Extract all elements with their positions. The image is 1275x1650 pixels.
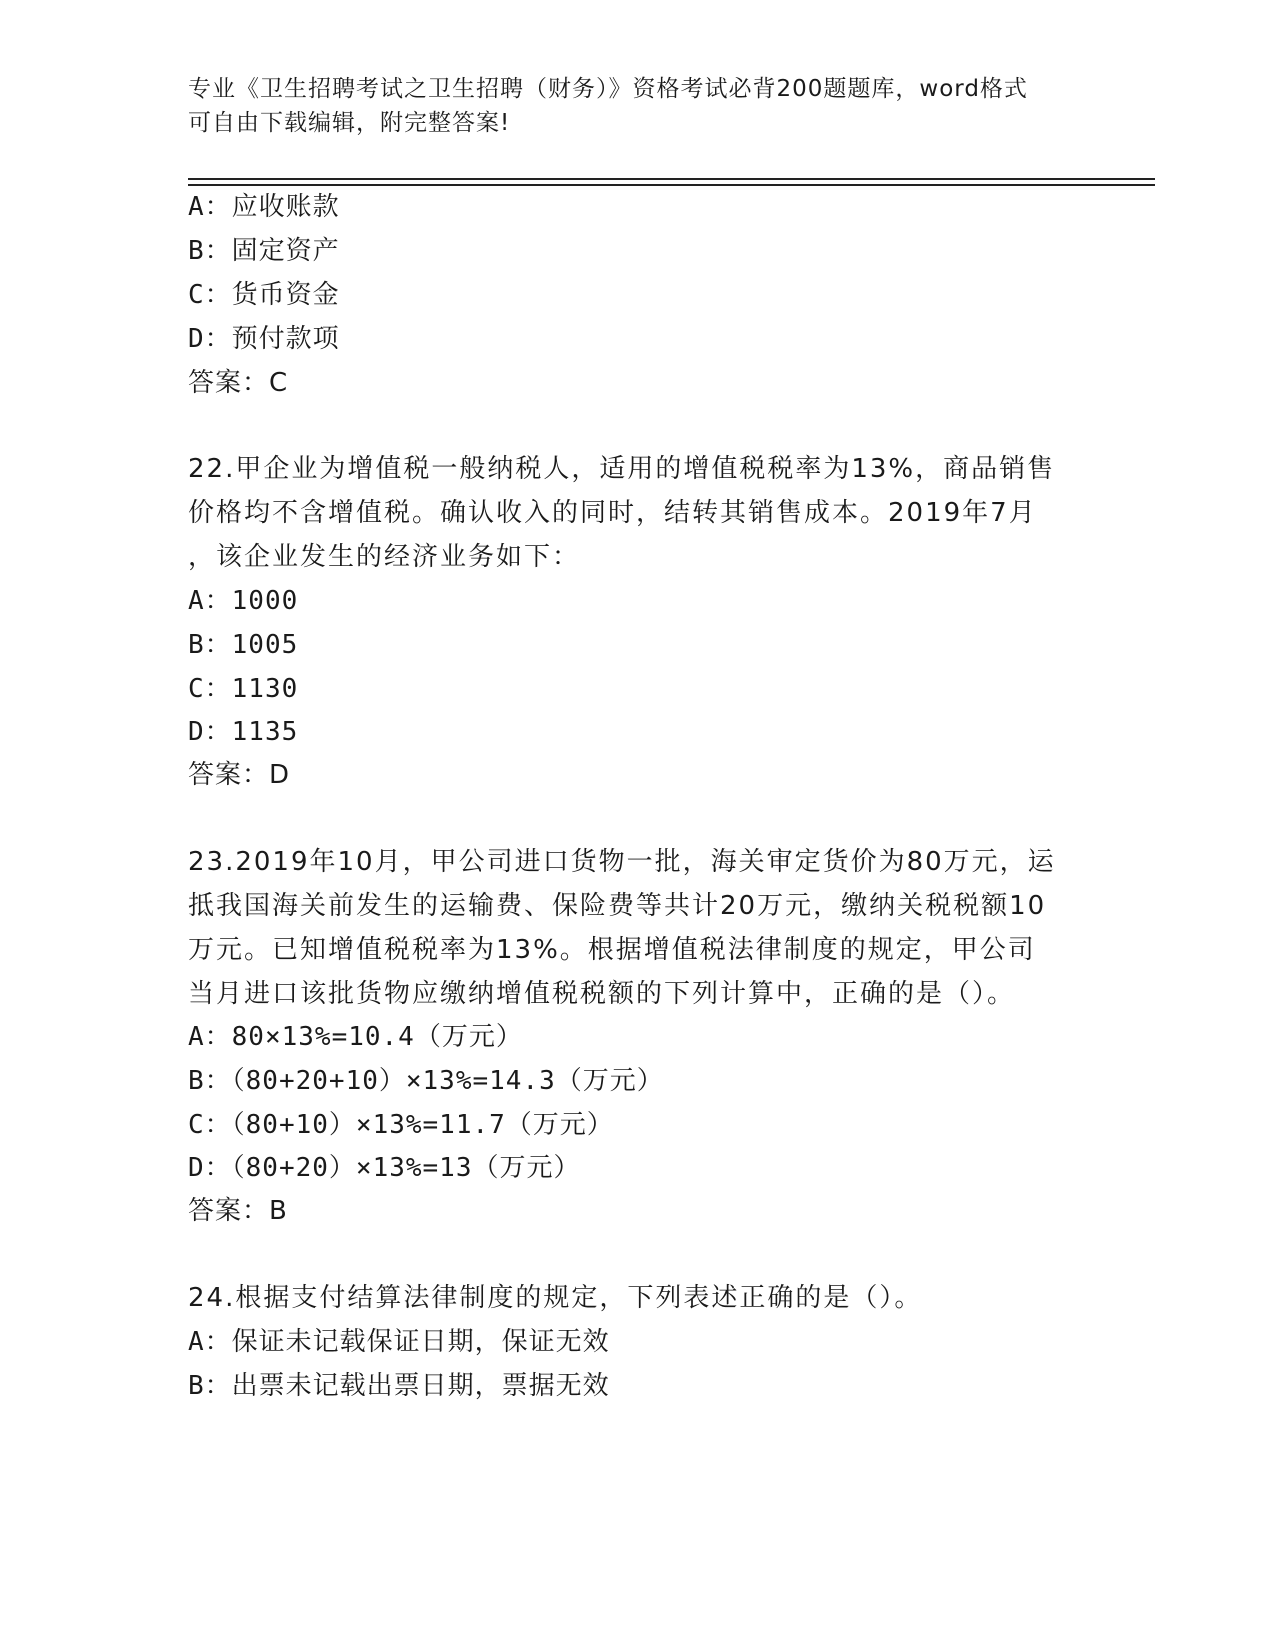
q22-option-d: D：1135 [188,717,299,747]
q22-answer: 答案：D [188,760,291,790]
q21-option-b: B：固定资产 [188,236,340,266]
q22-option-a: A：1000 [188,586,299,616]
q23-stem-line-2: 抵我国海关前发生的运输费、保险费等共计20万元，缴纳关税税额10 [188,891,1047,921]
header-title-line-1: 专业《卫生招聘考试之卫生招聘（财务）》资格考试必背200题题库，word格式 [188,76,1028,102]
q24-option-a: A：保证未记载保证日期，保证无效 [188,1327,610,1357]
q23-option-d: D：（80+20）×13%=13（万元） [188,1153,581,1183]
q22-stem-line-1: 22.甲企业为增值税一般纳税人，适用的增值税税率为13%，商品销售 [188,454,1056,484]
q23-option-a: A：80×13%=10.4（万元） [188,1022,523,1052]
q23-option-c: C：（80+10）×13%=11.7（万元） [188,1110,614,1140]
q23-answer: 答案：B [188,1196,288,1226]
q21-option-d: D：预付款项 [188,324,340,354]
q21-answer: 答案：C [188,368,289,398]
q22-stem-line-3: ，该企业发生的经济业务如下： [188,542,581,572]
q23-stem-line-4: 当月进口该批货物应缴纳增值税税额的下列计算中，正确的是（）。 [188,979,1016,1009]
q21-option-a: A：应收账款 [188,192,340,222]
header-title-line-2: 可自由下载编辑，附完整答案! [188,110,511,136]
q23-stem-line-3: 万元。已知增值税税率为13%。根据增值税法律制度的规定，甲公司 [188,935,1036,965]
q23-stem-line-1: 23.2019年10月，甲公司进口货物一批，海关审定货价为80万元，运 [188,847,1056,877]
q21-option-c: C：货币资金 [188,280,340,310]
q22-option-c: C：1130 [188,674,299,704]
document-header [188,72,1088,140]
q24-stem-line-1: 24.根据支付结算法律制度的规定，下列表述正确的是（）。 [188,1283,923,1313]
q24-option-b: B：出票未记载出票日期，票据无效 [188,1371,610,1401]
header-divider-top [188,178,1155,180]
q23-option-b: B：（80+20+10）×13%=14.3（万元） [188,1066,664,1096]
q22-option-b: B：1005 [188,630,299,660]
q22-stem-line-2: 价格均不含增值税。确认收入的同时，结转其销售成本。2019年7月 [188,498,1037,528]
